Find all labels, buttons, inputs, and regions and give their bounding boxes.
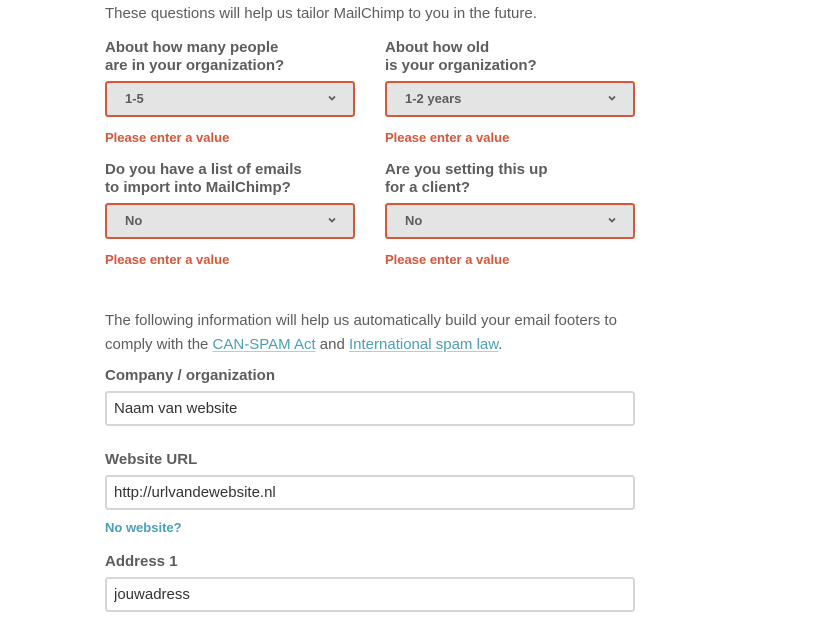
address1-field-group: [105, 553, 635, 612]
question-org-age: [385, 39, 635, 146]
select-value: 1-2 years: [405, 91, 462, 106]
question-label: About how old is your organization?: [385, 39, 537, 74]
company-input[interactable]: [105, 391, 635, 426]
question-org-size: [105, 39, 355, 146]
website-field-group: [105, 451, 635, 510]
international-spam-law-link[interactable]: International spam law: [349, 336, 499, 353]
select-value: No: [405, 213, 423, 228]
can-spam-act-link[interactable]: CAN-SPAM Act: [212, 336, 316, 353]
company-label: Company / organization: [105, 367, 276, 384]
chevron-down-icon: [607, 93, 617, 103]
footer-info-text: The following information will help us automatically build your email footers to comply with the CAN-SPAM Act and International spam law.: [105, 312, 617, 353]
for-client-select[interactable]: [385, 203, 635, 239]
error-message: Please enter a value: [105, 252, 230, 267]
intro-text: These questions will help us tailor MailChimp to you in the future.: [105, 5, 537, 22]
address1-label: Address 1: [105, 553, 178, 570]
question-label: Are you setting this up for a client?: [385, 161, 548, 196]
select-value: 1-5: [125, 91, 144, 106]
select-value: No: [125, 213, 143, 228]
website-url-input[interactable]: [105, 475, 635, 510]
company-field-group: [105, 367, 635, 426]
error-message: Please enter a value: [385, 130, 510, 145]
chevron-down-icon: [327, 93, 337, 103]
no-website-link[interactable]: No website?: [105, 520, 182, 535]
import-list-select[interactable]: [105, 203, 355, 239]
question-import-list: [105, 161, 355, 268]
org-size-select[interactable]: [105, 81, 355, 117]
question-label: About how many people are in your organization?: [105, 39, 285, 74]
question-label: Do you have a list of emails to import into MailChimp?: [105, 161, 302, 196]
org-age-select[interactable]: [385, 81, 635, 117]
chevron-down-icon: [607, 215, 617, 225]
website-label: Website URL: [105, 451, 198, 468]
error-message: Please enter a value: [385, 252, 510, 267]
question-for-client: [385, 161, 635, 268]
address1-input[interactable]: [105, 577, 635, 612]
chevron-down-icon: [327, 215, 337, 225]
error-message: Please enter a value: [105, 130, 230, 145]
